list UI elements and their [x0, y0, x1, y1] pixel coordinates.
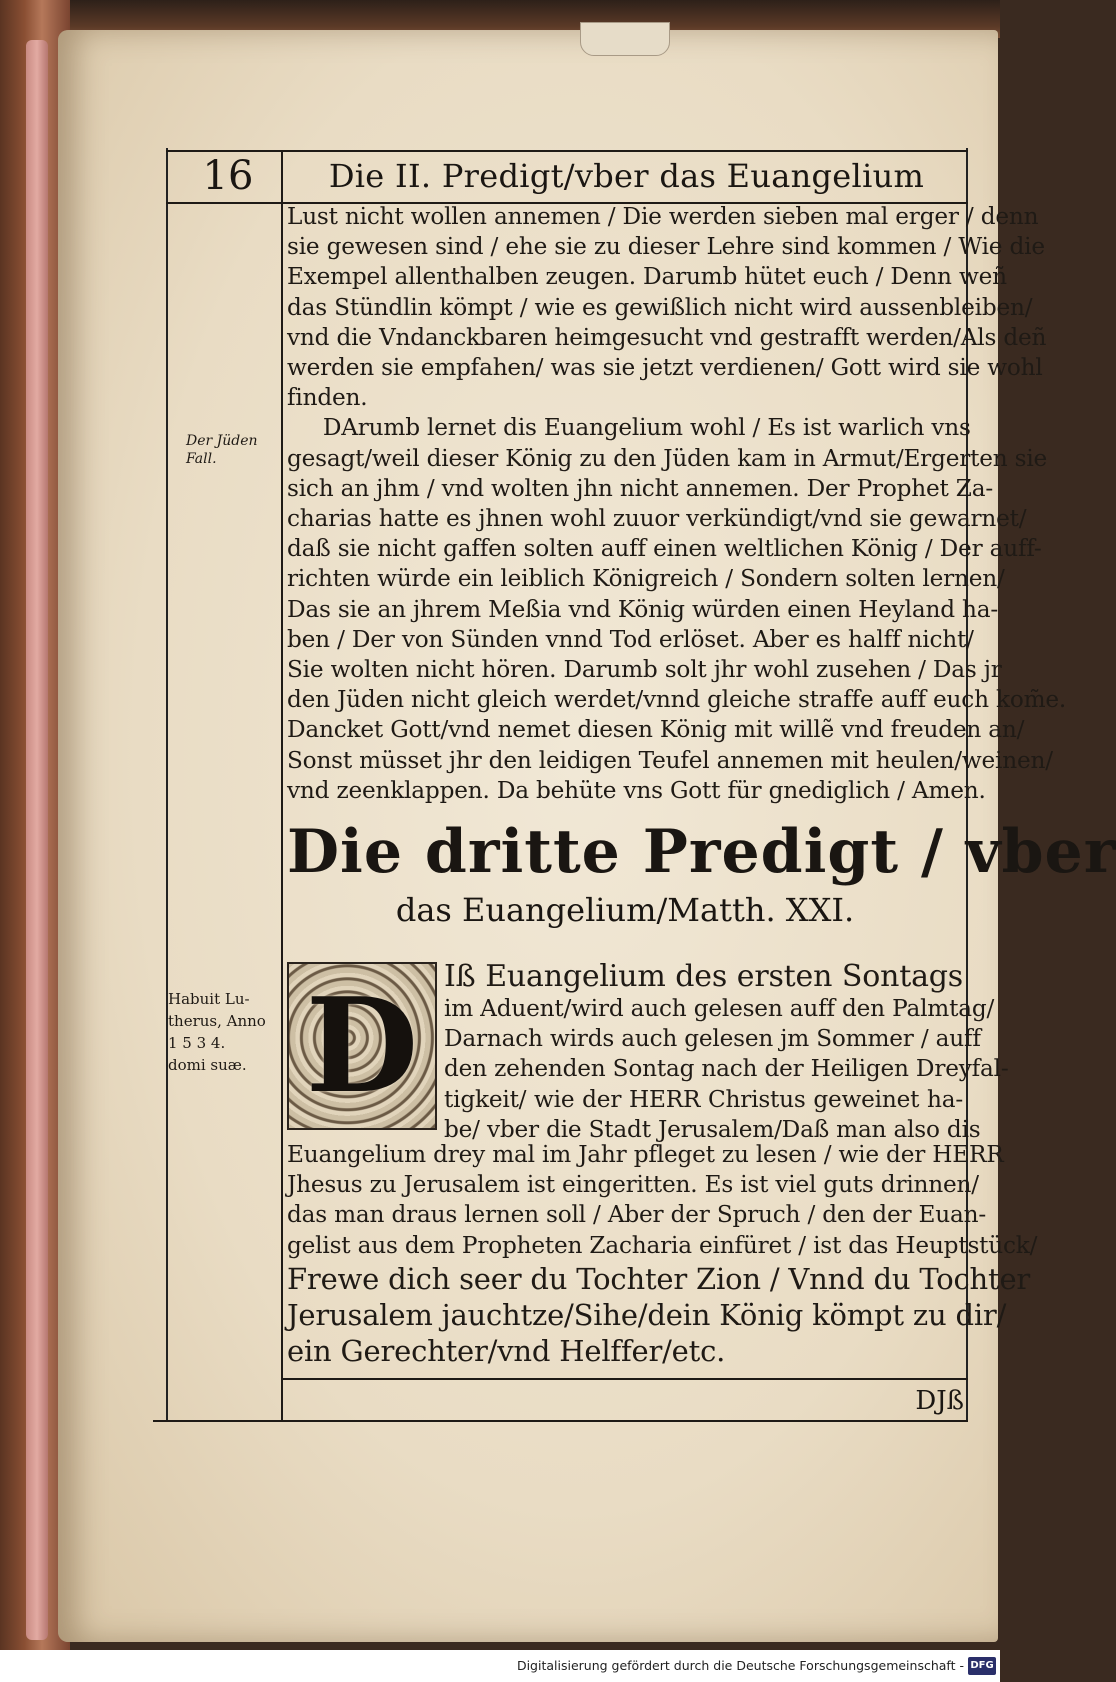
running-head: Die II. Predigt/vber das Euangelium	[328, 157, 925, 195]
text-line: ben / Der von Sünden vnnd Tod erlöset. Aber es halff nicht/	[287, 625, 974, 653]
text-line: das Stündlin kömpt / wie es gewißlich nicht wird aussenbleiben/	[287, 293, 1033, 321]
catchword: DJß	[915, 1386, 964, 1416]
text-line: gesagt/weil dieser König zu den Jüden kam in Armut/Ergerten sie	[287, 444, 1048, 472]
text-line: den zehenden Sontag nach der Heiligen Dreyfal-	[444, 1055, 1009, 1083]
text-line: Iß Euangelium des ersten Sontags	[444, 959, 963, 994]
text-line: den Jüden nicht gleich werdet/vnnd gleiche straffe auff euch kom̃e.	[287, 686, 1067, 714]
text-line: finden.	[287, 384, 368, 412]
sermon-text-block-2-beside-initial	[444, 959, 1009, 1145]
text-line: be/ vber die Stadt Jerusalem/Daß man also dis	[444, 1115, 981, 1143]
text-bottom-rule	[281, 1378, 968, 1380]
sermon-subtitle: das Euangelium/Matth. XXI.	[395, 891, 855, 929]
text-line: Das sie an jhrem Meßia vnd König würden einen Heyland ha-	[287, 595, 999, 623]
initial-letter: D	[305, 969, 419, 1122]
text-line: im Aduent/wird auch gelesen auff den Palmtag/	[444, 995, 995, 1022]
text-line: Sonst müsset jhr den leidigen Teufel annemen mit heulen/weinen/	[287, 746, 1053, 774]
text-line: Sie wolten nicht hören. Darumb solt jhr wohl zusehen / Das jr	[287, 656, 1002, 684]
scripture-quote-line: Jerusalem jauchtze/Sihe/dein König kömpt zu dir/	[287, 1297, 1007, 1332]
text-line: werden sie empfahen/ was sie jetzt verdienen/ Gott wird sie wohl	[287, 354, 1043, 382]
marginal-note-1	[186, 432, 278, 468]
dfg-logo-icon: DFG	[968, 1657, 996, 1675]
scripture-quote-line: Frewe dich seer du Tochter Zion / Vnnd du Tochter	[287, 1261, 1031, 1296]
footer-rule	[153, 1420, 968, 1422]
marginal-line: therus, Anno	[168, 1012, 266, 1030]
text-line: DArumb lernet dis Euangelium wohl / Es ist warlich vns	[287, 414, 971, 442]
text-line: sich an jhm / vnd wolten jhn nicht annemen. Der Prophet Za-	[287, 474, 993, 502]
text-line: vnd die Vndanckbaren heimgesucht vnd gestrafft werden/Als deñ	[287, 323, 1047, 351]
scripture-quote-line: ein Gerechter/vnd Helffer/etc.	[287, 1333, 726, 1368]
text-line: Darnach wirds auch gelesen jm Sommer / auff	[444, 1025, 981, 1053]
text-line: sie gewesen sind / ehe sie zu dieser Lehre sind kommen / Wie die	[287, 233, 1045, 261]
decorated-initial	[287, 962, 437, 1130]
marginal-line: domi suæ.	[168, 1056, 247, 1074]
marginal-line: Der Jüden	[186, 433, 258, 449]
text-line: daß sie nicht gaffen solten auff einen weltlichen König / Der auff-	[287, 535, 1042, 563]
text-line: das man draus lernen soll / Aber der Spruch / den der Euan-	[287, 1201, 986, 1229]
text-line: Lust nicht wollen annemen / Die werden sieben mal erger / denn	[287, 203, 1039, 230]
page-clip-tab	[580, 22, 670, 56]
text-line: Exempel allenthalben zeugen. Darumb hütet euch / Denn weñ	[287, 263, 1007, 291]
text-line: vnd zeenklappen. Da behüte vns Gott für gnediglich / Amen.	[287, 776, 986, 804]
margin-column-rule	[281, 150, 283, 1420]
text-line: tigkeit/ wie der HERR Christus geweinet ha-	[444, 1085, 963, 1113]
sermon-text-block-2	[287, 1140, 1038, 1369]
marginal-line: Habuit Lu-	[168, 990, 250, 1008]
text-line: Jhesus zu Jerusalem ist eingeritten. Es ist viel guts drinnen/	[287, 1171, 979, 1199]
sermon-title: Die dritte Predigt / vber	[287, 817, 1116, 887]
sermon-text-block-1	[287, 202, 1067, 806]
text-line: richten würde ein leiblich Königreich / Sondern solten lernen/	[287, 565, 1005, 593]
text-line: Dancket Gott/vnd nemet diesen König mit willẽ vnd freuden an/	[287, 716, 1025, 744]
text-line: gelist aus dem Propheten Zacharia einfüret / ist das Heuptstück/	[287, 1231, 1038, 1259]
funding-credit: Digitalisierung gefördert durch die Deutsche Forschungsgemeinschaft -	[516, 1658, 964, 1673]
page-number: 16	[202, 153, 254, 199]
text-line: charias hatte es jhnen wohl zuuor verkündigt/vnd sie gewarnet/	[287, 505, 1027, 533]
marginal-line: 1 5 3 4.	[168, 1034, 226, 1052]
marginal-note-2	[168, 988, 278, 1076]
text-line: Euangelium drey mal im Jahr pfleget zu lesen / wie der HERR	[287, 1141, 1004, 1168]
marginal-line: Fall.	[186, 451, 217, 467]
